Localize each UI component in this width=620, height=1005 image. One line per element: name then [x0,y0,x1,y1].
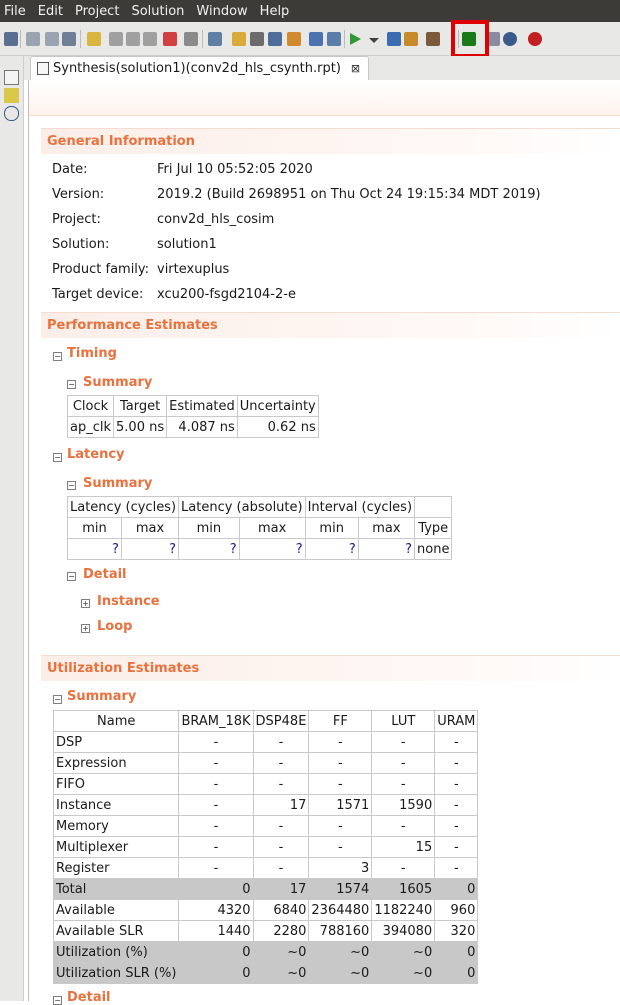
table-row [54,732,478,753]
table-cell: - [372,858,435,879]
copy-icon[interactable] [126,32,140,46]
table-cell: 4320 [179,900,253,921]
table-cell: ? [305,539,358,560]
table-header [415,497,452,518]
table-cell: - [435,774,478,795]
help-icon[interactable] [528,32,542,46]
delete-icon[interactable] [163,32,177,46]
table-cell: - [179,858,253,879]
timing-heading[interactable]: Timing [67,346,117,361]
info-label: Date: [52,162,88,177]
timing-summary-table [67,395,319,438]
table-cell: - [253,753,309,774]
table-row [54,774,478,795]
info-value: solution1 [157,237,217,252]
menu-help[interactable]: Help [259,3,290,19]
utilization-detail-collapse-icon[interactable]: − [54,996,61,1005]
table-cell: FIFO [54,774,179,795]
table-cell: 788160 [309,921,372,942]
toolbar-separator [344,30,345,48]
table-cell: 0 [179,942,253,963]
report-file-icon [37,62,49,75]
table-cell: Memory [54,816,179,837]
table-cell: ? [179,539,240,560]
loop-expand-icon[interactable]: + [82,624,89,633]
table-cell: ~0 [309,942,372,963]
table-row [68,539,452,560]
menu-file[interactable]: File [4,3,26,19]
table-cell: 320 [435,921,478,942]
table-header: max [239,518,305,539]
table-cell: - [435,858,478,879]
grid-icon[interactable] [404,32,418,46]
table-cell: ? [121,539,178,560]
latency-summary-table [67,496,452,560]
table-header: Latency (absolute) [179,497,306,518]
table-header: Estimated [167,396,238,417]
utilization-estimates-heading: Utilization Estimates [41,655,620,681]
paste-icon[interactable] [143,32,157,46]
timing-summary-heading[interactable]: Summary [83,375,153,390]
perspective-bar [0,56,24,1001]
toolbar-separator [80,30,81,48]
table-header: Type [415,518,452,539]
info-label: Solution: [52,237,110,252]
info-label: Target device: [52,287,144,302]
run-synthesis-icon[interactable] [287,32,301,46]
menu-edit[interactable]: Edit [37,3,63,19]
utilization-summary-collapse-icon[interactable]: − [54,695,61,704]
table-cell: ~0 [253,942,309,963]
table-cell: 17 [253,879,309,900]
table-cell: - [179,837,253,858]
table-cell: 394080 [372,921,435,942]
latency-summary-heading[interactable]: Summary [83,476,153,491]
utilization-detail-heading[interactable]: Detail [67,990,111,1005]
info-value: virtexuplus [157,262,230,277]
table-cell: 1605 [372,879,435,900]
table-row [68,417,319,438]
table-row [54,837,478,858]
table-cell: 17 [253,795,309,816]
table-cell: 15 [372,837,435,858]
toolbar-separator [202,30,203,48]
table-cell: - [179,795,253,816]
table-cell: - [309,753,372,774]
table-cell: - [435,753,478,774]
table-header: min [179,518,240,539]
menu-window[interactable]: Window [196,3,248,19]
table-cell: DSP [54,732,179,753]
latency-heading[interactable]: Latency [67,447,125,462]
report-view [28,80,620,1005]
table-cell: - [179,774,253,795]
table-cell: ~0 [372,942,435,963]
table-cell: Instance [54,795,179,816]
table-cell: Available SLR [54,921,179,942]
table-cell: - [253,732,309,753]
toolbar-separator [20,30,21,48]
table-cell: 1590 [372,795,435,816]
menu-bar [0,0,620,22]
table-cell: - [309,816,372,837]
new-solution-icon[interactable] [232,32,246,46]
table-cell: none [415,539,452,560]
timing-summary-collapse-icon[interactable]: − [68,380,75,389]
tab-synthesis-report[interactable] [30,56,369,80]
table-cell: 0 [179,963,253,984]
detail-heading[interactable]: Detail [83,567,127,582]
run-cosimulation-icon[interactable] [309,32,323,46]
table-cell: - [372,774,435,795]
table-cell: - [372,732,435,753]
table-cell: 960 [435,900,478,921]
table-cell: 1440 [179,921,253,942]
table-cell: 0 [179,879,253,900]
table-header: max [358,518,414,539]
table-cell: - [309,837,372,858]
compare-reports-icon[interactable] [426,32,440,46]
table-cell: Utilization (%) [54,942,179,963]
table-header: URAM [435,711,478,732]
table-cell: - [435,732,478,753]
save-icon[interactable] [26,32,40,46]
table-cell: 2364480 [309,900,372,921]
detail-collapse-icon[interactable]: − [68,572,75,581]
table-cell: 0 [435,879,478,900]
table-row [54,900,478,921]
table-header: Latency (cycles) [68,497,179,518]
print-icon[interactable] [184,32,198,46]
table-cell: - [253,774,309,795]
save-as-icon[interactable] [45,32,59,46]
table-row [54,879,478,900]
table-cell: - [179,732,253,753]
table-cell: ? [239,539,305,560]
table-cell: ? [68,539,122,560]
run-icon[interactable] [350,33,361,45]
table-cell: 0 [435,942,478,963]
info-value: 2019.2 (Build 2698951 on Thu Oct 24 19:15:34 MDT 2019) [157,187,541,202]
utilization-summary-heading[interactable]: Summary [67,689,137,704]
analysis-perspective-icon[interactable] [4,88,19,103]
table-header: DSP48E [253,711,309,732]
new-file-icon[interactable] [87,32,101,46]
table-cell: Expression [54,753,179,774]
save-all-icon[interactable] [62,32,76,46]
table-header: Name [54,711,179,732]
run-dropdown-icon[interactable] [369,38,379,43]
info-value: conv2d_hls_cosim [157,212,275,227]
general-information-heading: General Information [41,128,620,154]
console-icon[interactable] [4,32,18,46]
instance-heading[interactable]: Instance [97,594,160,609]
table-header: Interval (cycles) [305,497,414,518]
table-cell: 6840 [253,900,309,921]
table-row [54,753,478,774]
table-cell: 5.00 ns [114,417,167,438]
instance-expand-icon[interactable]: + [82,599,89,608]
report-header-band [29,80,620,116]
table-row [54,795,478,816]
restore-icon[interactable] [4,70,19,85]
table-header: Uncertainty [237,396,318,417]
table-cell: - [309,774,372,795]
table-cell: - [372,753,435,774]
info-label: Version: [52,187,105,202]
timing-collapse-icon[interactable]: − [54,352,61,361]
table-header: Target [114,396,167,417]
table-cell: - [372,816,435,837]
solution-settings-icon[interactable] [250,32,264,46]
loop-heading[interactable]: Loop [97,619,133,634]
table-cell: Register [54,858,179,879]
table-cell: - [253,858,309,879]
info-label: Project: [52,212,101,227]
table-cell: 2280 [253,921,309,942]
table-header: min [68,518,122,539]
table-cell: - [435,795,478,816]
table-cell: - [309,732,372,753]
performance-estimates-heading: Performance Estimates [41,312,620,338]
table-cell: 1574 [309,879,372,900]
table-row [54,963,478,984]
table-row [54,816,478,837]
info-label: Product family: [52,262,150,277]
table-cell: ? [358,539,414,560]
highlight-box [451,20,489,58]
table-header: LUT [372,711,435,732]
table-cell: 4.087 ns [167,417,238,438]
table-cell: Utilization SLR (%) [54,963,179,984]
table-row [54,942,478,963]
table-cell: Total [54,879,179,900]
tab-title: Synthesis(solution1)(conv2d_hls_csynth.rpt) [53,61,341,76]
latency-summary-collapse-icon[interactable]: − [68,481,75,490]
info-value: xcu200-fsgd2104-2-e [157,287,296,302]
table-cell: ~0 [372,963,435,984]
table-cell: - [179,816,253,837]
project-settings-icon[interactable] [208,32,222,46]
table-row [54,921,478,942]
table-cell: - [253,837,309,858]
glasses-icon[interactable] [503,32,517,46]
table-header: min [305,518,358,539]
table-header: Clock [68,396,114,417]
table-cell: 0.62 ns [237,417,318,438]
menu-project[interactable]: Project [74,3,120,19]
editor-tab-bar [24,56,620,80]
table-header: BRAM_18K [179,711,253,732]
checkbox-icon[interactable] [387,32,401,46]
table-cell: 1571 [309,795,372,816]
table-cell: 1182240 [372,900,435,921]
table-cell: 0 [435,963,478,984]
table-cell: Multiplexer [54,837,179,858]
table-cell: ~0 [309,963,372,984]
menu-solution[interactable]: Solution [131,3,185,19]
close-icon[interactable]: ⊠ [350,62,361,75]
table-cell: 3 [309,858,372,879]
main-toolbar [0,22,620,56]
debug-perspective-icon[interactable] [4,106,19,121]
table-cell: - [179,753,253,774]
table-cell: - [435,837,478,858]
cut-icon[interactable] [109,32,123,46]
export-rtl-icon[interactable] [327,32,341,46]
table-cell: ~0 [253,963,309,984]
table-cell: Available [54,900,179,921]
table-cell: - [253,816,309,837]
latency-collapse-icon[interactable]: − [54,453,61,462]
info-value: Fri Jul 10 05:52:05 2020 [157,162,313,177]
table-header: FF [309,711,372,732]
table-header: max [121,518,178,539]
run-c-simulation-icon[interactable] [268,32,282,46]
table-row [54,858,478,879]
table-cell: ap_clk [68,417,114,438]
utilization-summary-table [53,710,478,984]
table-cell: - [435,816,478,837]
